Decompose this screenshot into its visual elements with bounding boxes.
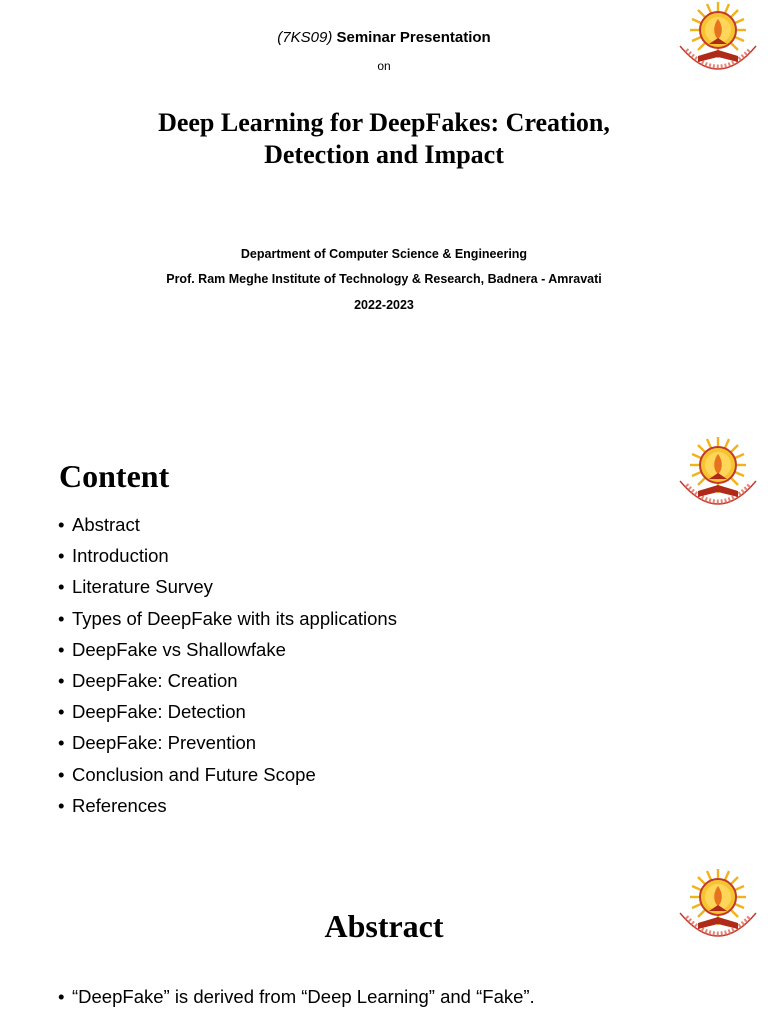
course-label: Seminar Presentation (336, 29, 491, 46)
title-line-2: Detection and Impact (264, 140, 504, 169)
university-emblem-icon (670, 0, 766, 90)
institute-text: Prof. Ram Meghe Institute of Technology & Research, Badnera - Amravati (166, 272, 602, 286)
content-list (58, 512, 397, 824)
on-text: on (377, 59, 391, 73)
emblem-graphic (670, 0, 766, 90)
list-item: • Abstract (58, 512, 397, 543)
list-item: • DeepFake: Detection (58, 699, 397, 730)
list-item: • DeepFake vs Shallowfake (58, 637, 397, 668)
abstract-heading: Abstract (324, 908, 444, 944)
list-item: • DeepFake: Creation (58, 668, 397, 699)
course-line (0, 29, 768, 46)
list-item: • DeepFake: Prevention (58, 730, 397, 761)
department-text: Department of Computer Science & Engineering (240, 247, 528, 261)
title-line-1: Deep Learning for DeepFakes: Creation, (158, 108, 610, 137)
list-item: • Introduction (58, 543, 397, 574)
list-item: • Conclusion and Future Scope (58, 762, 397, 793)
content-heading: Content (59, 458, 170, 494)
university-emblem-icon (670, 435, 766, 525)
emblem-graphic (670, 435, 766, 525)
list-item: • “DeepFake” is derived from “Deep Learning” and “Fake”. (58, 983, 535, 1011)
year-text: 2022-2023 (354, 298, 414, 312)
abstract-list (58, 983, 535, 1011)
list-item: • Types of DeepFake with its applications (58, 606, 397, 637)
list-item: • Literature Survey (58, 574, 397, 605)
course-code: (7KS09) (277, 29, 333, 46)
title-slide (0, 0, 768, 432)
presentation-title (0, 107, 768, 171)
list-item: • References (58, 793, 397, 824)
